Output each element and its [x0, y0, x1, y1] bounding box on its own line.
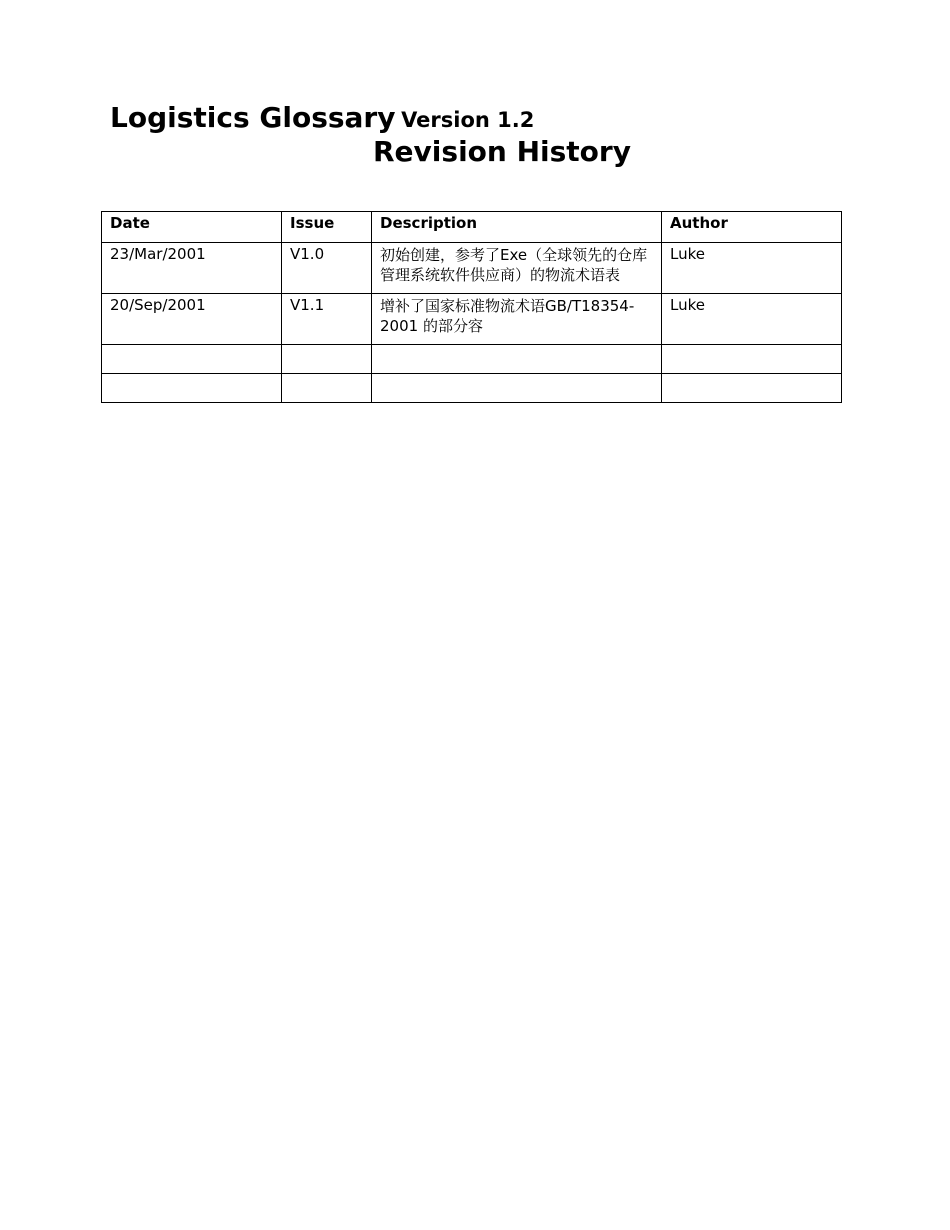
cell-description: 初始创建，参考了Exe（全球领先的仓库管理系统软件供应商）的物流术语表	[372, 243, 662, 294]
cell-description: 增补了国家标准物流术语GB/T18354-2001 的部分容	[372, 294, 662, 345]
header-author: Author	[662, 212, 842, 243]
document-title: Logistics Glossary	[110, 101, 396, 134]
cell-author	[662, 345, 842, 374]
header-description: Description	[372, 212, 662, 243]
cell-description	[372, 374, 662, 403]
cell-date	[102, 345, 282, 374]
document-title-line	[110, 101, 534, 134]
cell-author: Luke	[662, 243, 842, 294]
table-row-empty	[102, 374, 842, 403]
cell-description	[372, 345, 662, 374]
table-row-empty	[102, 345, 842, 374]
cell-date	[102, 374, 282, 403]
header-issue: Issue	[282, 212, 372, 243]
cell-issue	[282, 374, 372, 403]
cell-author: Luke	[662, 294, 842, 345]
revision-history-table	[101, 211, 842, 403]
cell-author	[662, 374, 842, 403]
cell-issue: V1.0	[282, 243, 372, 294]
document-version: Version 1.2	[401, 108, 535, 132]
cell-date: 20/Sep/2001	[102, 294, 282, 345]
table-row	[102, 294, 842, 345]
cell-issue: V1.1	[282, 294, 372, 345]
cell-issue	[282, 345, 372, 374]
document-subtitle: Revision History	[373, 135, 631, 168]
cell-date: 23/Mar/2001	[102, 243, 282, 294]
header-date: Date	[102, 212, 282, 243]
table-header-row	[102, 212, 842, 243]
table-row	[102, 243, 842, 294]
